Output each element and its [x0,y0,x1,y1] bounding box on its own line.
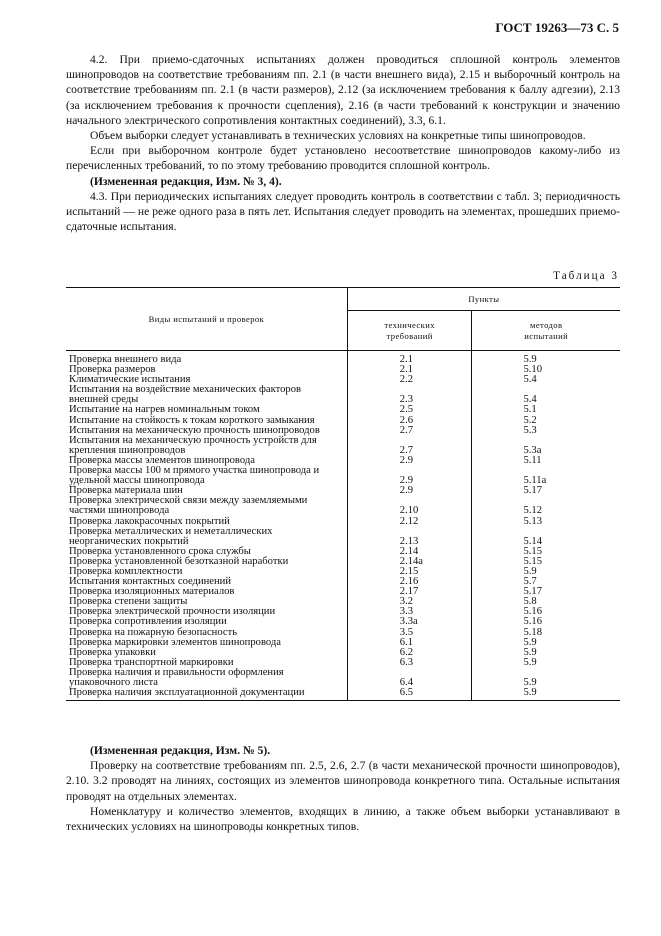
column-header-methods [472,311,620,351]
requirement-clause-cell: 2.15 [347,567,472,577]
method-clause-cell: 5.8 [523,596,537,608]
test-name-cell: Проверка степени защиты [66,597,347,607]
method-clause-cell: 5.3а [523,444,542,456]
test-name-cell: Проверка маркировки элементов шинопровода [66,638,347,648]
requirement-clause-cell: 2.3 [347,385,472,405]
test-name-cell: Проверка упаковки [66,648,347,658]
method-clause-cell: 5.9 [523,677,537,688]
test-name-cell: Проверка массы элементов шинопровода [66,456,347,466]
table-row [66,436,620,456]
table-row [66,385,620,405]
paragraph: Если при выборочном контроле будет установлено несоответствие шинопроводов какому-либо из перечисленных требований, то по этому требованию проводится сплошной контроль. [66,144,620,173]
method-clause-cell: 5.9 [523,646,537,658]
method-clause-cell: 5.18 [523,626,542,638]
requirement-clause-cell: 3.3а [347,617,472,627]
tests-table [66,287,620,701]
table-row [66,466,620,486]
requirement-clause-cell: 2.16 [347,577,472,587]
test-name-cell: Проверка наличия и правильности оформления упаковочного листа [66,668,347,688]
requirement-clause-cell: 6.2 [347,648,472,658]
requirement-clause-cell: 2.7 [347,426,472,436]
table-row [66,527,620,547]
requirement-clause-cell: 2.7 [347,436,472,456]
requirement-clause-cell: 2.13 [347,527,472,547]
table-row [66,351,620,366]
test-name-cell: Проверка наличия эксплуатационной документации [66,688,347,701]
test-name-cell: Проверка размеров [66,365,347,375]
method-clause-cell: 5.4 [523,374,537,386]
body-text-top [66,52,620,234]
method-clause-cell: 5.11а [523,475,547,487]
paragraph: Проверку на соответствие требованиям пп. 2.5, 2.6, 2.7 (в части механической прочности шинопроводов), 2.10. 3.2 проводят на линиях, состоящих из элементов шинопровода конкретного типа. Остальные испытания проводят на отдельных элементах. [66,759,620,803]
column-header-requirements [347,311,472,351]
test-name-cell: Испытание на стойкость к токам короткого замыкания [66,416,347,426]
requirement-clause-cell: 6.5 [347,688,472,701]
test-name-cell: Проверка на пожарную безопасность [66,628,347,638]
test-name-cell: Проверка установленного срока службы [66,547,347,557]
method-clause-cell: 5.4 [523,394,537,406]
paragraph: Номенклатуру и количество элементов, входящих в линию, а также объем выборки устанавливают в технических условиях на шинопроводы конкретных типов. [66,804,620,834]
method-clause-cell: 5.16 [523,606,542,618]
method-clause-cell: 5.2 [523,414,537,426]
column-header-clauses: Пункты [347,288,620,311]
test-name-cell: Проверка внешнего вида [66,351,347,366]
method-clause-cell: 5.9 [472,688,620,701]
paragraph: 4.3. При периодических испытаниях следует проводить контроль в соответствии с табл. 3; периодичность испытаний — не реже одного раза в пять лет. Испытания следует проводить на элементах, прошедших приемо-сдаточные испытания. [66,189,620,234]
requirement-clause-cell: 2.9 [347,466,472,486]
test-name-cell: Проверка транспортной маркировки [66,658,347,668]
body-text-bottom [66,743,620,834]
method-clause-cell: 5.7 [523,576,537,588]
method-clause-cell: 5.16 [523,616,542,628]
requirement-clause-cell: 2.14 [347,547,472,557]
method-clause-cell: 5.11 [523,454,542,466]
method-clause-cell: 5.13 [523,515,542,527]
test-name-cell: Проверка электрической связи между заземляемыми частями шинопровода [66,496,347,516]
test-name-cell: Проверка лакокрасочных покрытий [66,517,347,527]
test-name-cell: Испытания на воздействие механических факторов внешней среды [66,385,347,405]
table-row [66,496,620,516]
requirement-clause-cell: 2.14а [347,557,472,567]
method-clause-cell: 5.17 [523,485,542,497]
test-name-cell: Проверка сопротивления изоляции [66,617,347,627]
requirement-clause-cell: 2.9 [347,486,472,496]
test-name-cell: Проверка металлических и неметаллических неорганических покрытий [66,527,347,547]
requirement-clause-cell: 2.12 [347,517,472,527]
test-name-cell: Испытания на механическую прочность устройств для крепления шинопроводов [66,436,347,456]
column-header-line: требований [386,330,433,341]
method-clause-cell: 5.1 [523,404,537,416]
requirement-clause-cell: 2.10 [347,496,472,516]
test-name-cell: Проверка электрической прочности изоляции [66,607,347,617]
test-name-cell: Климатические испытания [66,375,347,385]
method-clause-cell: 5.9 [523,636,537,648]
column-header-line: методов [529,319,563,330]
amendment-note: (Измененная редакция, Изм. № 5). [90,744,271,757]
table-row [66,668,620,688]
column-header-tests: Виды испытаний и проверок [66,288,347,351]
table-row [66,688,620,701]
method-clause-cell: 5.12 [523,505,542,517]
test-name-cell: Проверка комплектности [66,567,347,577]
method-clause-cell: 5.17 [523,586,542,598]
requirement-clause-cell: 6.1 [347,638,472,648]
test-name-cell: Проверка материала шин [66,486,347,496]
column-header-line: испытаний [524,330,569,341]
requirement-clause-cell: 2.2 [347,375,472,385]
test-name-cell: Испытания на механическую прочность шинопроводов [66,426,347,436]
requirement-clause-cell: 2.17 [347,587,472,597]
method-clause-cell: 5.3 [523,424,537,436]
method-clause-cell: 5.9 [523,656,537,668]
method-clause-cell: 5.9 [523,565,537,577]
method-clause-cell: 5.15 [523,545,542,557]
test-name-cell: Проверка установленной безотказной наработки [66,557,347,567]
requirement-clause-cell: 2.1 [347,365,472,375]
requirement-clause-cell: 6.4 [347,668,472,688]
requirement-clause-cell: 2.6 [347,416,472,426]
paragraph: Объем выборки следует устанавливать в технических условиях на конкретные типы шинопроводов. [90,129,586,143]
test-name-cell: Испытания контактных соединений [66,577,347,587]
requirement-clause-cell: 3.3 [347,607,472,617]
test-name-cell: Испытание на нагрев номинальным током [66,405,347,415]
page-header: ГОСТ 19263—73 С. 5 [495,20,619,35]
method-clause-cell: 5.15 [523,555,542,567]
requirement-clause-cell: 3.2 [347,597,472,607]
table-body [66,351,620,701]
amendment-note: (Измененная редакция, Изм. № 3, 4). [90,174,282,188]
paragraph: 4.2. При приемо-сдаточных испытаниях должен проводиться сплошной контроль элементов шинопроводов на соответствие требованиям пп. 2.1 (в части внешнего вида), 2.15 и выборочный контроль на соответствие требованиям пп. 2.1 (в части размеров), 2.12 (за исключением требования к баллу адгезии), 2.13 (за исключением требования к прочности сцепления), 2.16 (в части требований к конструкции и значению начального электрического сопротивления контактных соединений), 3.3, 6.1. [66,53,620,127]
method-clause-cell: 5.14 [523,535,542,547]
requirement-clause-cell: 3.5 [347,628,472,638]
test-name-cell: Проверка изоляционных материалов [66,587,347,597]
table-caption: Таблица 3 [553,270,619,282]
requirement-clause-cell: 2.9 [347,456,472,466]
requirement-clause-cell: 6.3 [347,658,472,668]
column-header-line: технических [384,319,435,330]
requirement-clause-cell: 2.5 [347,405,472,415]
method-clause-cell: 5.10 [523,364,542,376]
test-name-cell: Проверка массы 100 м прямого участка шинопровода и удельной массы шинопровода [66,466,347,486]
requirement-clause-cell: 2.1 [347,351,472,366]
method-clause-cell: 5.9 [523,354,537,365]
